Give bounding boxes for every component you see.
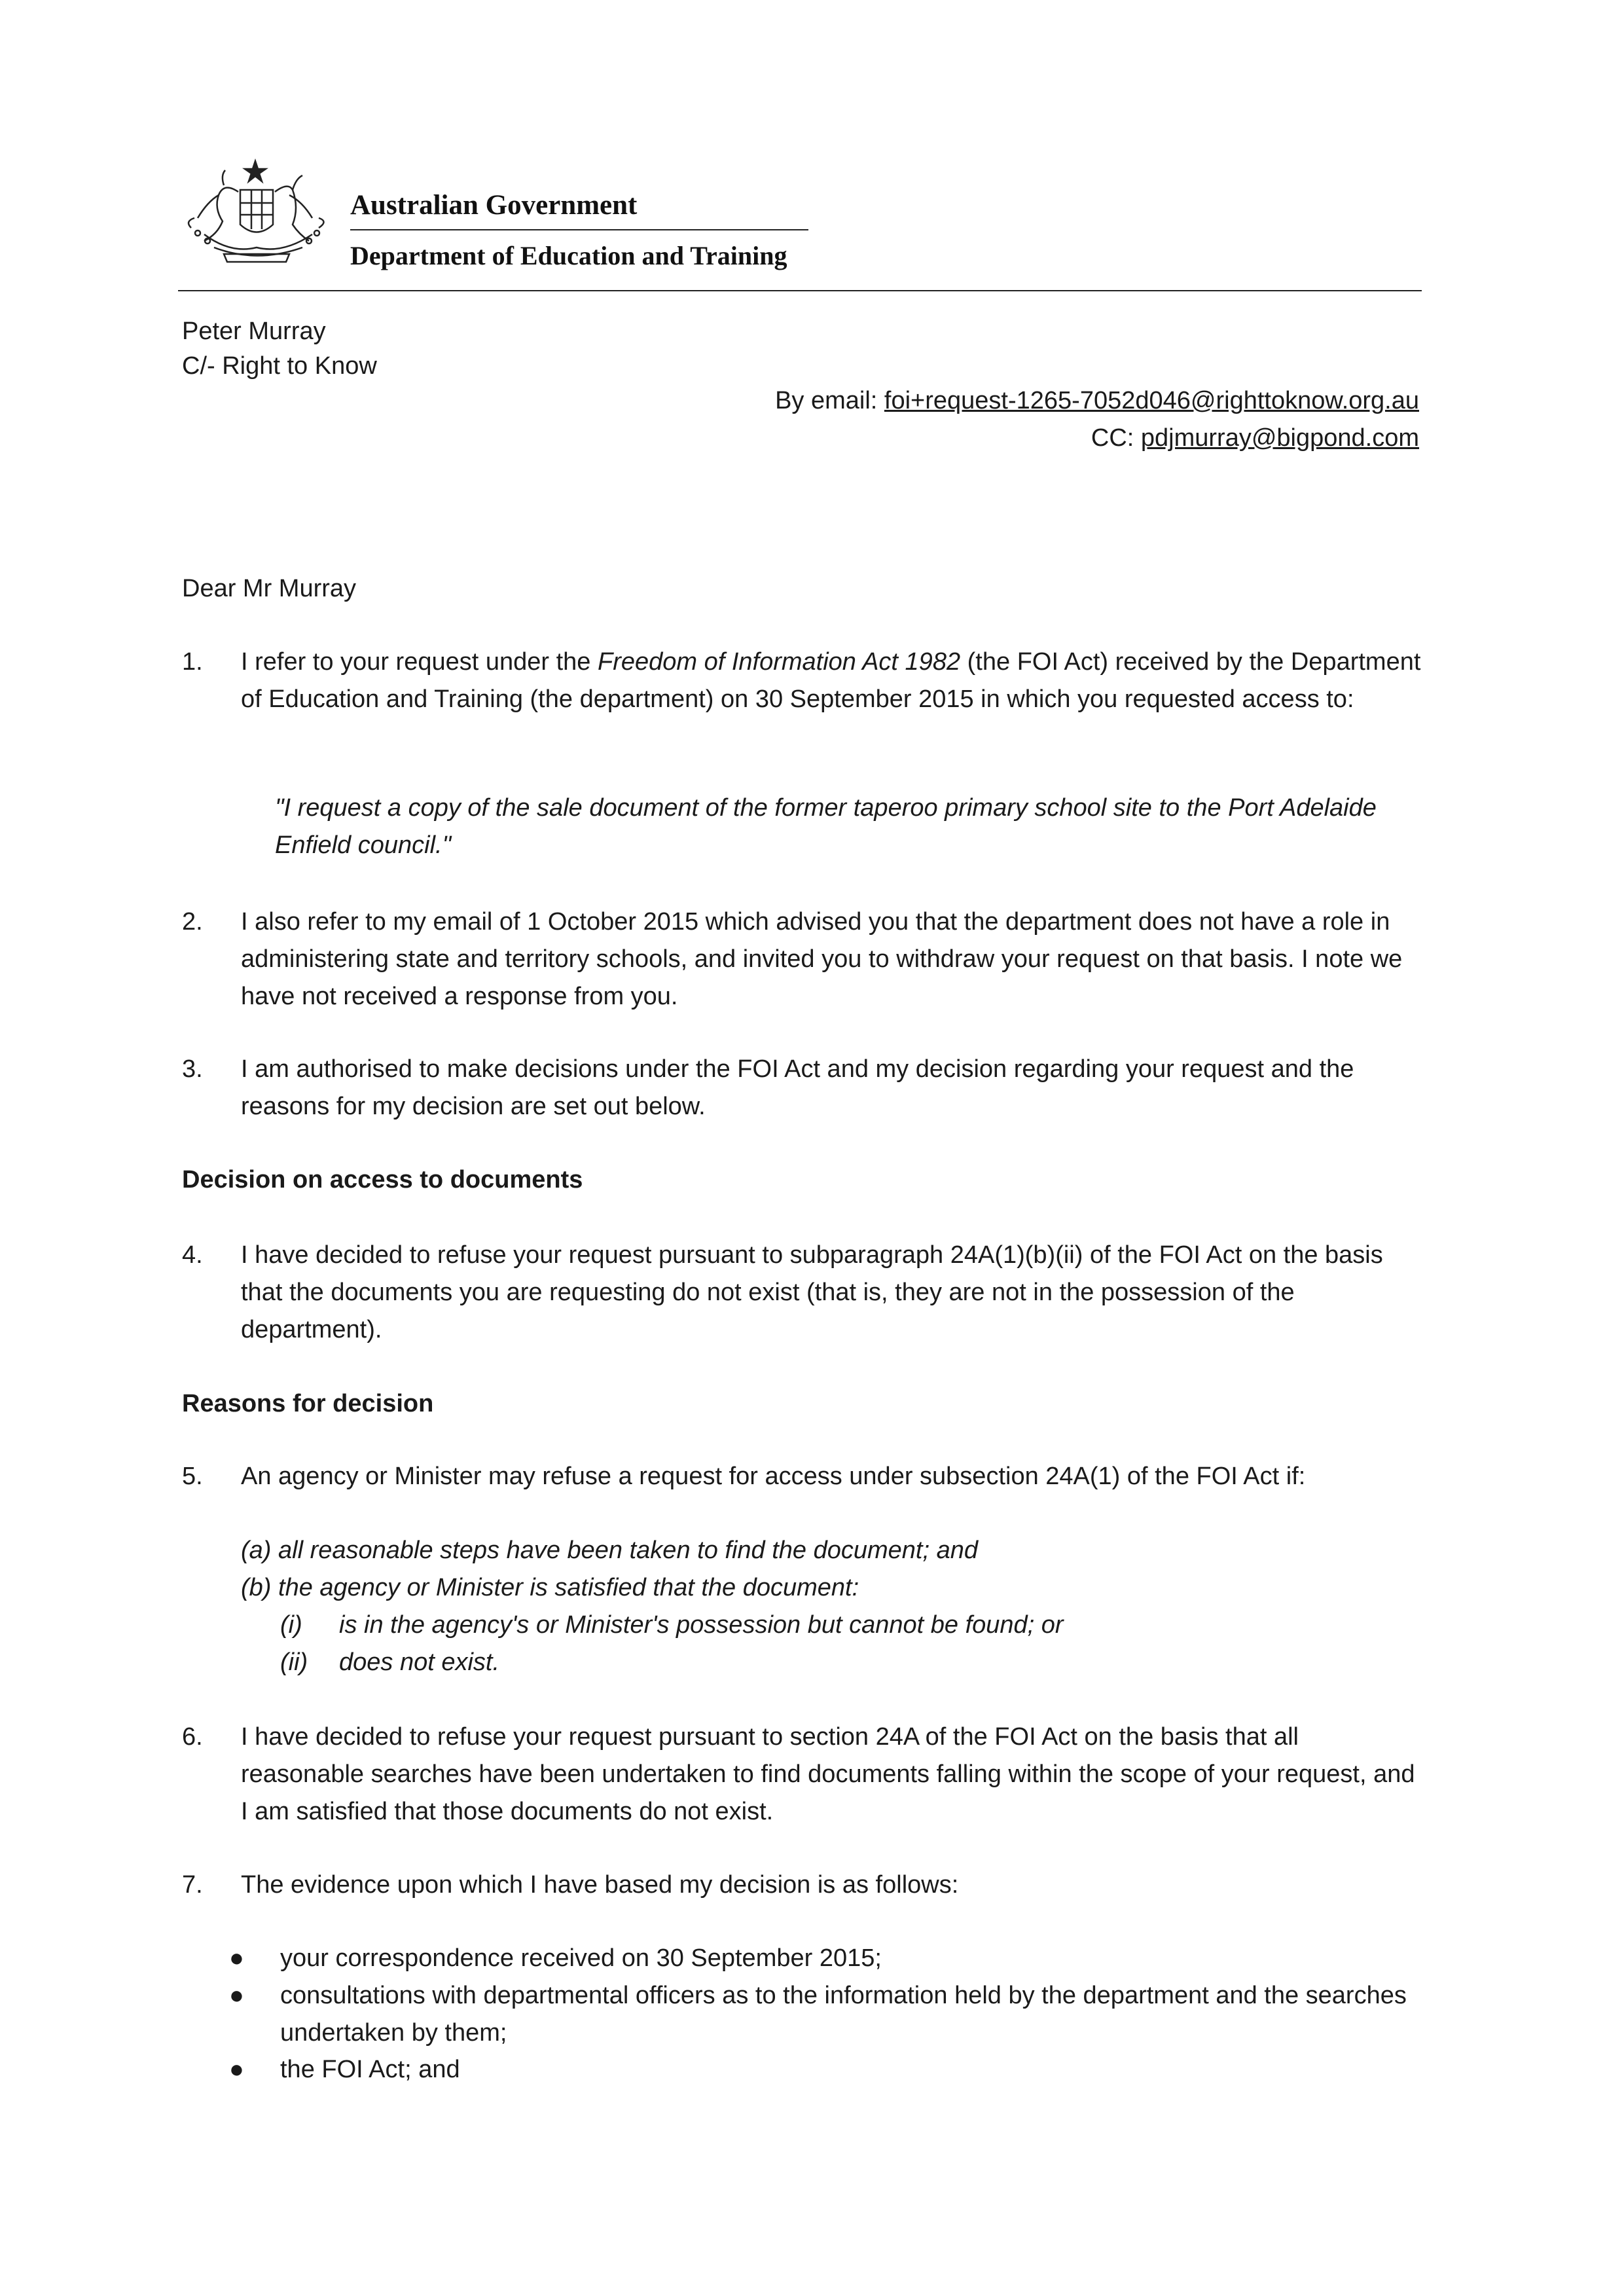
bullet-item [229,2051,1427,2088]
paragraph-number: 1. [182,648,203,676]
addressee-name: Peter Murray [182,318,326,345]
condition-b-ii [280,1644,499,1681]
condition-label: (ii) [280,1649,308,1676]
header-rule [178,290,1422,291]
commonwealth-coat-of-arms-icon [178,156,342,274]
condition-label: (i) [280,1611,302,1639]
condition-text: the agency or Minister is satisfied that the document: [278,1574,859,1601]
header-rule-short [350,229,808,230]
header-government-title: Australian Government [350,190,638,221]
condition-label: (a) [241,1537,272,1564]
condition-a [241,1532,978,1569]
paragraph-number: 6. [182,1723,203,1751]
paragraph-text: I also refer to my email of 1 October 2015 which advised you that the department does not have a role in administering state and territory schools, and invited you to withdraw your request on that basis. I note we have not received a response from you. [241,908,1403,1010]
paragraph-text [241,644,1426,718]
cc-link[interactable]: pdjmurray@bigpond.com [1140,424,1419,452]
bullet-text: consultations with departmental officers as to the information held by the department and the searches undertaken by them; [280,1982,1407,2047]
paragraph-text: I have decided to refuse your request pursuant to subparagraph 24A(1)(b)(ii) of the FOI Act on the basis that the documents you are requesting do not exist (that is, they are not in the possession of the department). [241,1241,1383,1343]
condition-text: does not exist. [339,1649,500,1676]
header-department-title: Department of Education and Training [350,241,787,270]
request-quote: "I request a copy of the sale document of the former taperoo primary school site to the Port Adelaide Enfield council." [275,794,1377,859]
salutation: Dear Mr Murray [182,575,357,602]
paragraph-text: The evidence upon which I have based my decision is as follows: [241,1871,959,1899]
email-line [775,382,1419,420]
condition-text: all reasonable steps have been taken to find the document; and [278,1537,978,1564]
heading-decision: Decision on access to documents [182,1166,583,1194]
paragraph-text: I have decided to refuse your request pursuant to section 24A of the FOI Act on the basis that all reasonable searches have been undertaken to find documents falling within the scope of your request, and I am satisfied that those documents do not exist. [241,1723,1415,1825]
cc-line [1091,420,1419,457]
email-link[interactable]: foi+request-1265-7052d046@righttoknow.org.au [884,387,1419,414]
condition-b-i [280,1607,1064,1644]
paragraph-number: 3. [182,1055,203,1083]
email-label: By email: [775,387,884,414]
act-name: Freedom of Information Act 1982 [597,648,961,676]
paragraph-text-b: (the FOI Act) received by the Department of Education and Training (the department) on 30 September 2015 in which you requested access to: [241,648,1421,713]
bullet-icon: ● [229,1944,244,1972]
condition-label: (b) [241,1574,272,1601]
bullet-icon: ● [229,2056,244,2083]
paragraph-text: I am authorised to make decisions under the FOI Act and my decision regarding your request and the reasons for my decision are set out below. [241,1055,1354,1120]
paragraph-text: An agency or Minister may refuse a request for access under subsection 24A(1) of the FOI Act if: [241,1463,1306,1490]
bullet-text: the FOI Act; and [280,2056,460,2083]
paragraph-number: 2. [182,908,203,936]
paragraph-number: 5. [182,1463,203,1490]
cc-label: CC: [1091,424,1141,452]
paragraph-number: 7. [182,1871,203,1899]
bullet-item [229,1977,1427,2052]
addressee-care-of: C/- Right to Know [182,352,377,380]
paragraph-number: 4. [182,1241,203,1269]
bullet-text: your correspondence received on 30 September 2015; [280,1944,882,1972]
bullet-icon: ● [229,1982,244,2009]
heading-reasons: Reasons for decision [182,1390,434,1417]
paragraph-text-a: I refer to your request under the [241,648,598,676]
condition-text: is in the agency's or Minister's possession but cannot be found; or [339,1611,1064,1639]
condition-b [241,1569,859,1607]
bullet-item [229,1940,1427,1977]
